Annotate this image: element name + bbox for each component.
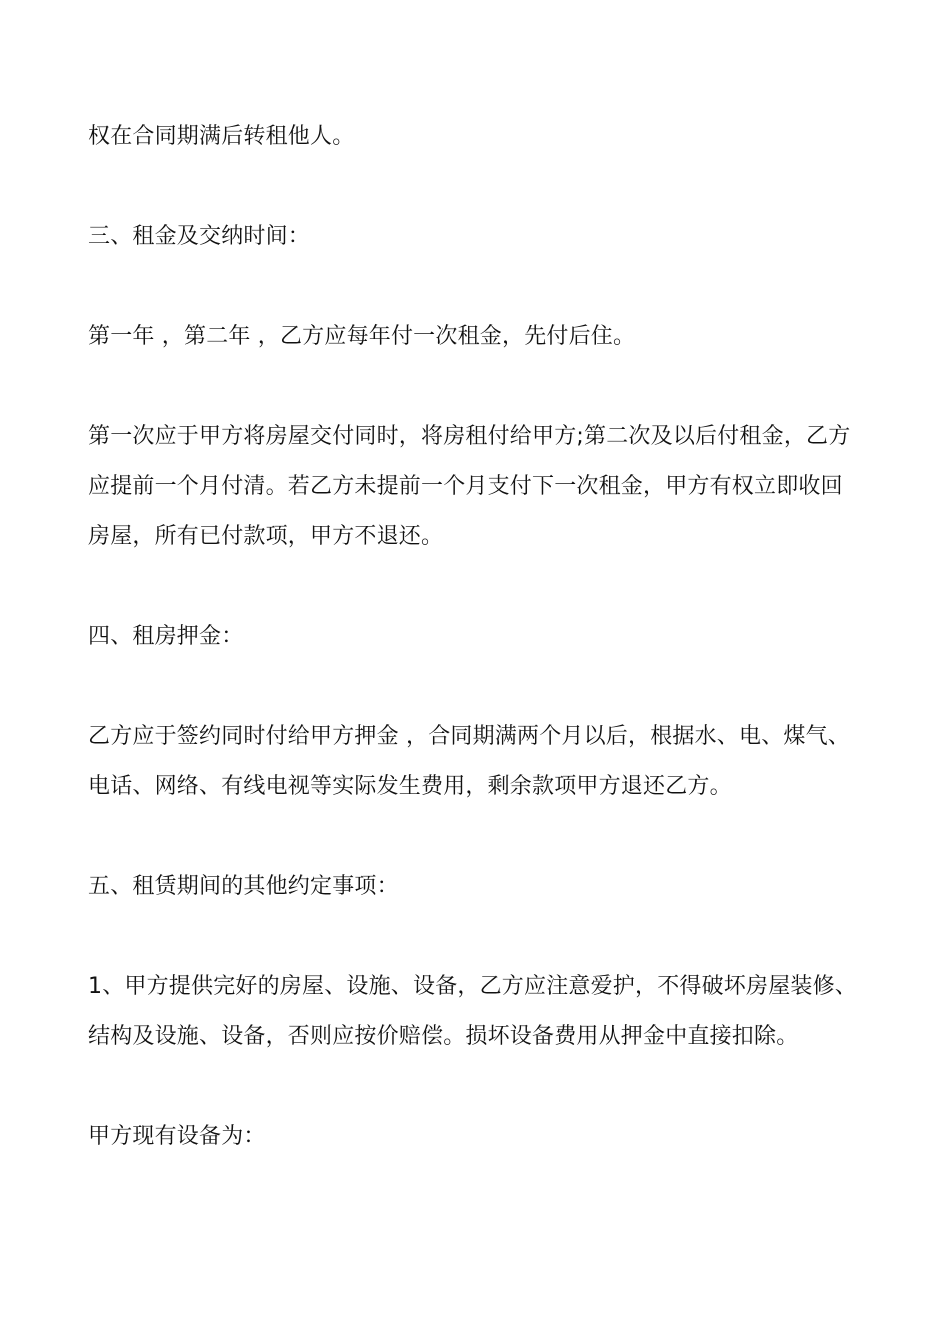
paragraph-rent-schedule: 第一年 ，第二年 ，乙方应每年付一次租金，先付后住。 — [88, 324, 636, 349]
section-heading-deposit: 四、租房押金： — [88, 624, 244, 649]
paragraph-spacer — [88, 362, 864, 412]
paragraph-spacer — [88, 262, 864, 312]
paragraph-continuation: 权在合同期满后转租他人。 — [88, 124, 355, 149]
paragraph-spacer — [88, 812, 864, 862]
section-heading-rent-payment: 三、租金及交纳时间： — [88, 224, 311, 249]
paragraph-clause-1: 1、甲方提供完好的房屋、设施、设备，乙方应注意爱护，不得破坏房屋装修、结构及设施、设备，否则应按价赔偿。损坏设备费用从押金中直接扣除。 — [88, 974, 857, 1049]
paragraph-spacer — [88, 912, 864, 962]
paragraph-spacer — [88, 162, 864, 212]
paragraph-payment-terms: 第一次应于甲方将房屋交付同时，将房租付给甲方;第二次及以后付租金，乙方应提前一个月付清。若乙方未提前一个月支付下一次租金，甲方有权立即收回房屋，所有已付款项，甲方不退还。 — [88, 424, 851, 549]
document-body — [88, 112, 864, 1162]
paragraph-spacer — [88, 662, 864, 712]
section-heading-other-terms: 五、租赁期间的其他约定事项： — [88, 874, 399, 899]
paragraph-spacer — [88, 1062, 864, 1112]
paragraph-existing-equipment: 甲方现有设备为： — [88, 1124, 266, 1149]
paragraph-deposit-terms: 乙方应于签约同时付给甲方押金 ，合同期满两个月以后，根据水、电、煤气、电话、网络、有线电视等实际发生费用，剩余款项甲方退还乙方。 — [88, 724, 850, 799]
paragraph-spacer — [88, 562, 864, 612]
